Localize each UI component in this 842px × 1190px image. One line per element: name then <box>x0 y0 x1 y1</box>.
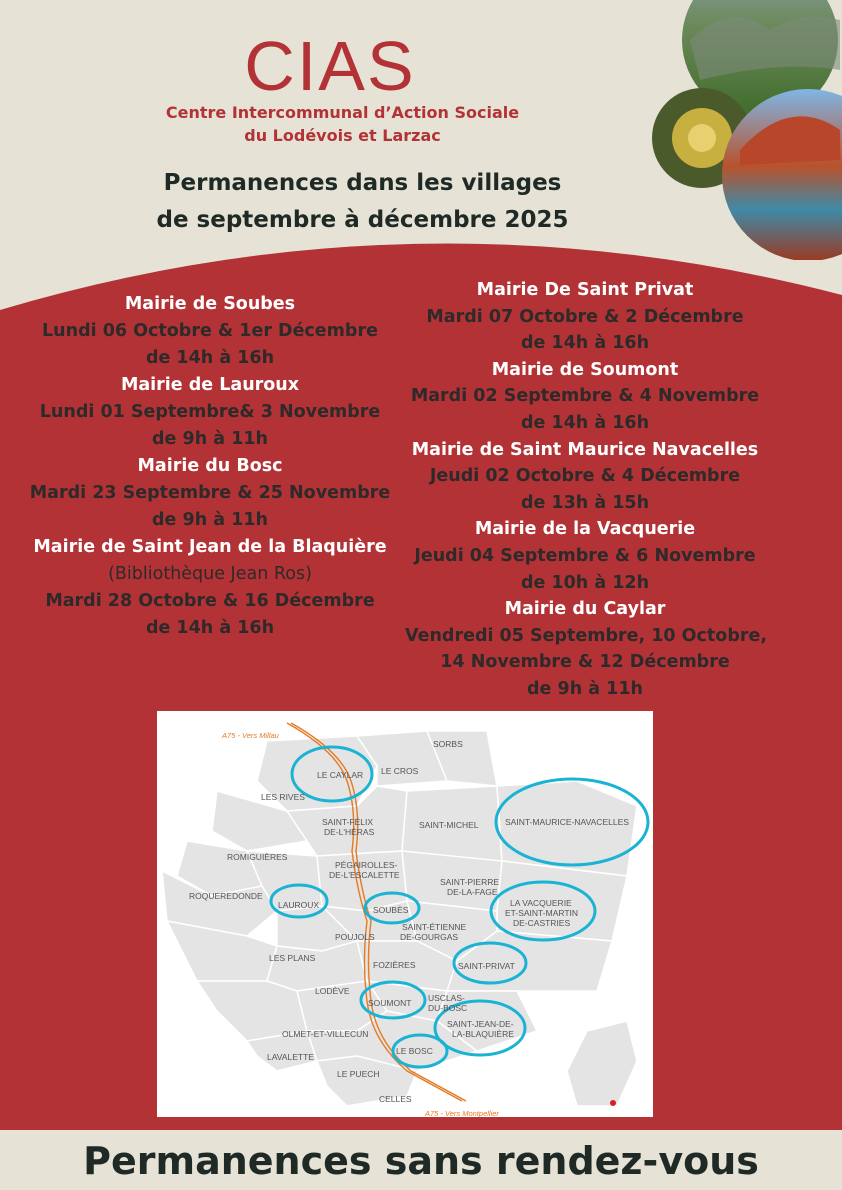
label-lodeve: LODÈVE <box>315 986 350 996</box>
label-les-plans: LES PLANS <box>269 953 316 963</box>
label-saint-pierre-2: DE-LA-FAGE <box>447 887 498 897</box>
label-pegairolles-1: PÉGAIROLLES- <box>335 860 398 870</box>
label-romiguieres: ROMIGUIÈRES <box>227 852 288 862</box>
soubes-hours: de 14h à 16h <box>145 348 275 368</box>
org-name-line1: Centre Intercommunal d’Action Sociale <box>165 103 520 122</box>
caylar-dates2: 14 Novembre & 12 Décembre <box>440 652 730 673</box>
lauroux-hours: de 9h à 11h <box>152 429 268 449</box>
vacquerie-name: Mairie de la Vacquerie <box>474 519 696 540</box>
left-schedule <box>20 291 400 642</box>
right-schedule <box>405 277 765 703</box>
road-label-north: A75 - Vers Millau <box>222 731 279 740</box>
label-celles: CELLES <box>379 1094 412 1104</box>
label-les-rives: LES RIVES <box>261 792 305 802</box>
bosc-name: Mairie du Bosc <box>137 456 283 476</box>
label-sorbs: SORBS <box>433 739 463 749</box>
label-roqueredonde: ROQUEREDONDE <box>189 891 263 901</box>
title-line2: de septembre à décembre 2025 <box>156 207 569 233</box>
label-saint-etienne-2: DE-GOURGAS <box>400 932 459 942</box>
caylar-name: Mairie du Caylar <box>504 599 666 620</box>
soumont-name: Mairie de Soumont <box>491 359 679 380</box>
title-line1: Permanences dans les villages <box>163 170 562 196</box>
saint-jean-note: (Bibliothèque Jean Ros) <box>108 564 312 584</box>
label-poujols: POUJOLS <box>335 932 375 942</box>
soumont-hours: de 14h à 16h <box>520 412 650 433</box>
label-vacquerie-3: DE-CASTRIES <box>513 918 571 928</box>
label-saint-etienne-1: SAINT-ÉTIENNE <box>402 922 467 932</box>
soubes-dates: Lundi 06 Octobre & 1er Décembre <box>42 321 378 341</box>
label-vacquerie-1: LA VACQUERIE <box>510 898 572 908</box>
caylar-dates1: Vendredi 05 Septembre, 10 Octobre, <box>405 625 767 646</box>
label-pegairolles-2: DE-L'ESCALETTE <box>329 870 400 880</box>
label-le-bosc: LE BOSC <box>396 1046 433 1056</box>
org-name-line2: du Lodévois et Larzac <box>244 126 441 145</box>
label-saint-privat: SAINT-PRIVAT <box>458 961 515 971</box>
soumont-dates: Mardi 02 Septembre & 4 Novembre <box>410 386 760 407</box>
vacquerie-hours: de 10h à 12h <box>520 572 650 593</box>
landscape-photos <box>640 0 842 260</box>
vacquerie-dates: Jeudi 04 Septembre & 6 Novembre <box>414 545 756 566</box>
label-saint-felix-1: SAINT-FÉLIX <box>322 817 374 827</box>
saint-maurice-hours: de 13h à 15h <box>520 492 650 513</box>
label-soubes: SOUBÈS <box>373 905 409 915</box>
saint-maurice-dates: Jeudi 02 Octobre & 4 Décembre <box>429 466 741 487</box>
saint-privat-name: Mairie De Saint Privat <box>476 280 694 300</box>
france-location-dot <box>610 1100 616 1106</box>
label-usclas-2: DU-BOSC <box>428 1003 468 1013</box>
saint-privat-hours: de 14h à 16h <box>520 333 650 354</box>
label-saint-michel: SAINT-MICHEL <box>419 820 479 830</box>
label-saint-jean-2: LA-BLAQUIÈRE <box>452 1029 514 1039</box>
lauroux-name: Mairie de Lauroux <box>120 375 300 395</box>
label-lavalette: LAVALETTE <box>267 1052 314 1062</box>
label-le-caylar: LE CAYLAR <box>317 770 364 780</box>
saint-privat-dates: Mardi 07 Octobre & 2 Décembre <box>426 306 744 327</box>
label-lauroux: LAUROUX <box>278 900 320 910</box>
lauroux-dates: Lundi 01 Septembre& 3 Novembre <box>39 402 381 422</box>
label-saint-maurice: SAINT-MAURICE-NAVACELLES <box>505 817 629 827</box>
caylar-hours: de 9h à 11h <box>527 678 643 699</box>
footer-text: Permanences sans rendez-vous <box>83 1139 759 1183</box>
saint-jean-dates: Mardi 28 Octobre & 16 Décembre <box>45 591 375 611</box>
label-vacquerie-2: ET-SAINT-MARTIN <box>505 908 579 918</box>
road-label-south: A75 - Vers Montpellier <box>425 1109 499 1117</box>
label-le-puech: LE PUECH <box>337 1069 380 1079</box>
label-fozieres: FOZIÈRES <box>373 960 416 970</box>
saint-jean-name: Mairie de Saint Jean de la Blaquière <box>33 537 387 557</box>
label-saint-felix-2: DE-L'HÉRAS <box>324 827 375 837</box>
label-soumont: SOUMONT <box>368 998 412 1008</box>
label-saint-jean-1: SAINT-JEAN-DE- <box>447 1019 514 1029</box>
label-le-cros: LE CROS <box>381 766 419 776</box>
saint-maurice-name: Mairie de Saint Maurice Navacelles <box>411 439 759 460</box>
cias-logo: CIAS <box>244 27 416 105</box>
label-olmet: OLMET-ET-VILLECUN <box>282 1029 369 1039</box>
soubes-name: Mairie de Soubes <box>124 294 296 314</box>
label-saint-pierre-1: SAINT-PIERRE <box>440 877 500 887</box>
saint-jean-hours: de 14h à 16h <box>145 618 275 638</box>
label-usclas-1: USCLAS- <box>428 993 465 1003</box>
bosc-hours: de 9h à 11h <box>152 510 268 530</box>
bosc-dates: Mardi 23 Septembre & 25 Novembre <box>29 483 391 503</box>
territory-map <box>157 711 653 1117</box>
